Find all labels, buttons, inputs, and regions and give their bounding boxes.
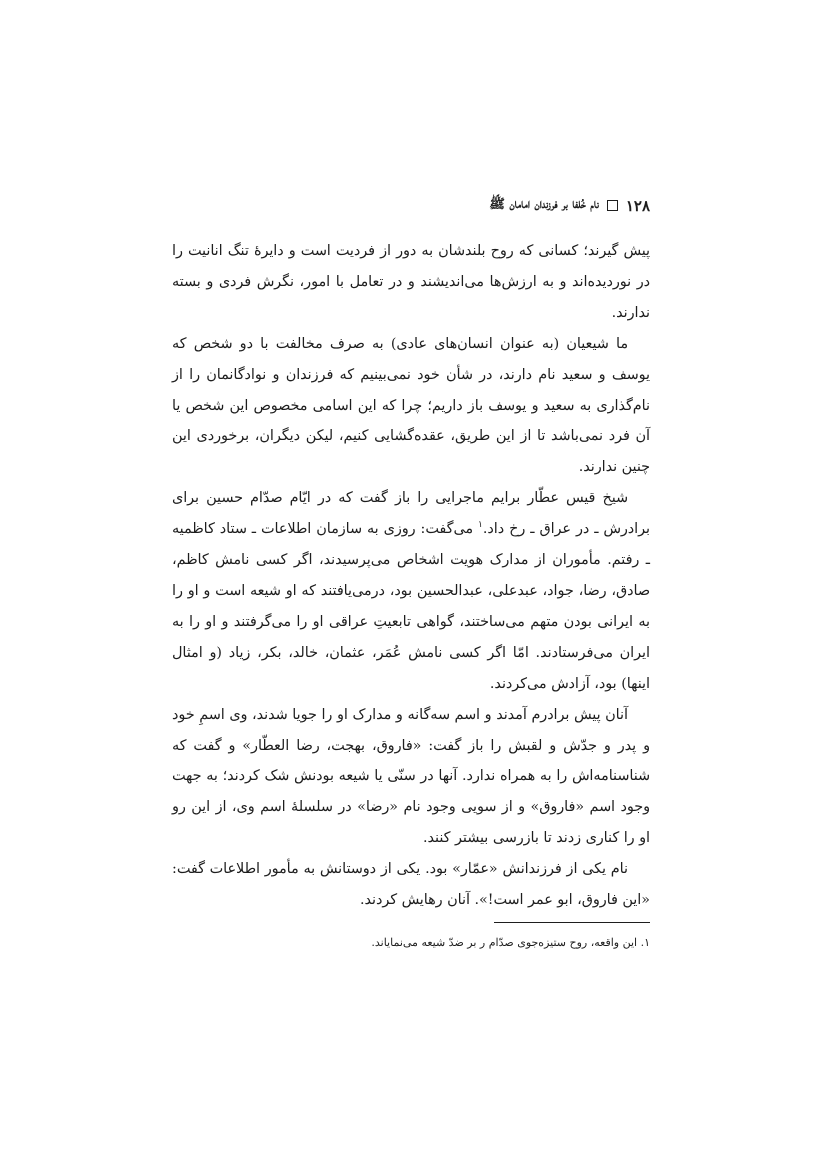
- paragraph-4: آنان پیش برادرم آمدند و اسم سه‌گانه و مدارک او را جویا شدند، وی اسمِ خود و پدر و جدّش و لقبش را باز گفت: «فاروق، بهجت، رضا العطّار» و گفت که شناسنامه‌اش را به همراه ندارد. آنها در سنّی یا شیعه بودنش شک کردند؛ به جهت وجود اسم «فاروق» و از سویی وجود نام «رضا» در سلسلهٔ اسم وی، از این رو او را کناری زدند تا بازرسی بیشتر کنند.: [172, 706, 650, 847]
- paragraph-2: ما شیعیان (به عنوان انسان‌های عادی) به صرف مخالفت با دو شخص که یوسف و سعید نام دارند، در شأن خود نمی‌بینیم که فرزندان و نوادگانمان را از نام‌گذاری به سعید و یوسف باز داریم؛ چرا که این اسامی مخصوص این شخص یا آن فرد نمی‌باشد تا از این طریق، عقده‌گشایی کنیم، لیکن دیگران، برخوردی این چنین ندارند.: [172, 335, 650, 476]
- paragraph-1: پیش گیرند؛ کسانی که روح بلندشان به دور از فردیت است و دایرهٔ تنگ انانیت را در نوردیده‌اند و به ارزش‌ها می‌اندیشند و در تعامل با امور، نگرش فردی و بسته ندارند.: [172, 243, 650, 321]
- running-title: نام خُلفا بر فرزندان امامان ﷺ: [489, 197, 599, 212]
- footnote-text: این واقعه، روح ستیزه‌جوی صدّام ر بر ضدّ شیعه می‌نمایاند.: [371, 936, 638, 949]
- footnote-divider: [494, 922, 650, 923]
- footnote: [172, 934, 650, 952]
- paragraph-3: [172, 483, 650, 699]
- footnote-reference[interactable]: ۱: [478, 520, 483, 531]
- footnote-number: ۱.: [640, 936, 650, 949]
- paragraph-3-rest: می‌گفت: روزی به سازمان اطلاعات ـ ستاد کاظمیه ـ رفتم. مأموران از مدارک هویت اشخاص می‌پرسیدند، اگر کسی نامش کاظم، صادق، رضا، جواد، عبدعلی، عبدالحسین بود، درمی‌یافتند که او شیعه است و او را به ایرانی بودن متهم می‌ساختند، گواهی تابعیتِ عراقی او را می‌گرفتند و او را به ایران می‌فرستادند. امّا اگر کسی نامش عُمَر، عثمان، خالد، بکر، زیاد (و امثال اینها) بود، آزادش می‌کردند.: [172, 521, 650, 692]
- body-text: [172, 236, 650, 916]
- paragraph-5: نام یکی از فرزندانش «عمّار» بود. یکی از دوستانش به مأمور اطلاعات گفت: «این فاروق، ابو عمر است!». آنان رهایش کردند.: [172, 861, 650, 909]
- paragraph-3-start: شیخ قیس عطّار برایم ماجرایی را باز گفت که در ایّام صدّام حسین برای برادرش ـ در عراق ـ رخ داد.: [172, 490, 650, 538]
- page-number: ۱۲۸: [625, 196, 650, 215]
- page-header: [172, 196, 650, 215]
- square-bullet-icon: [607, 200, 618, 211]
